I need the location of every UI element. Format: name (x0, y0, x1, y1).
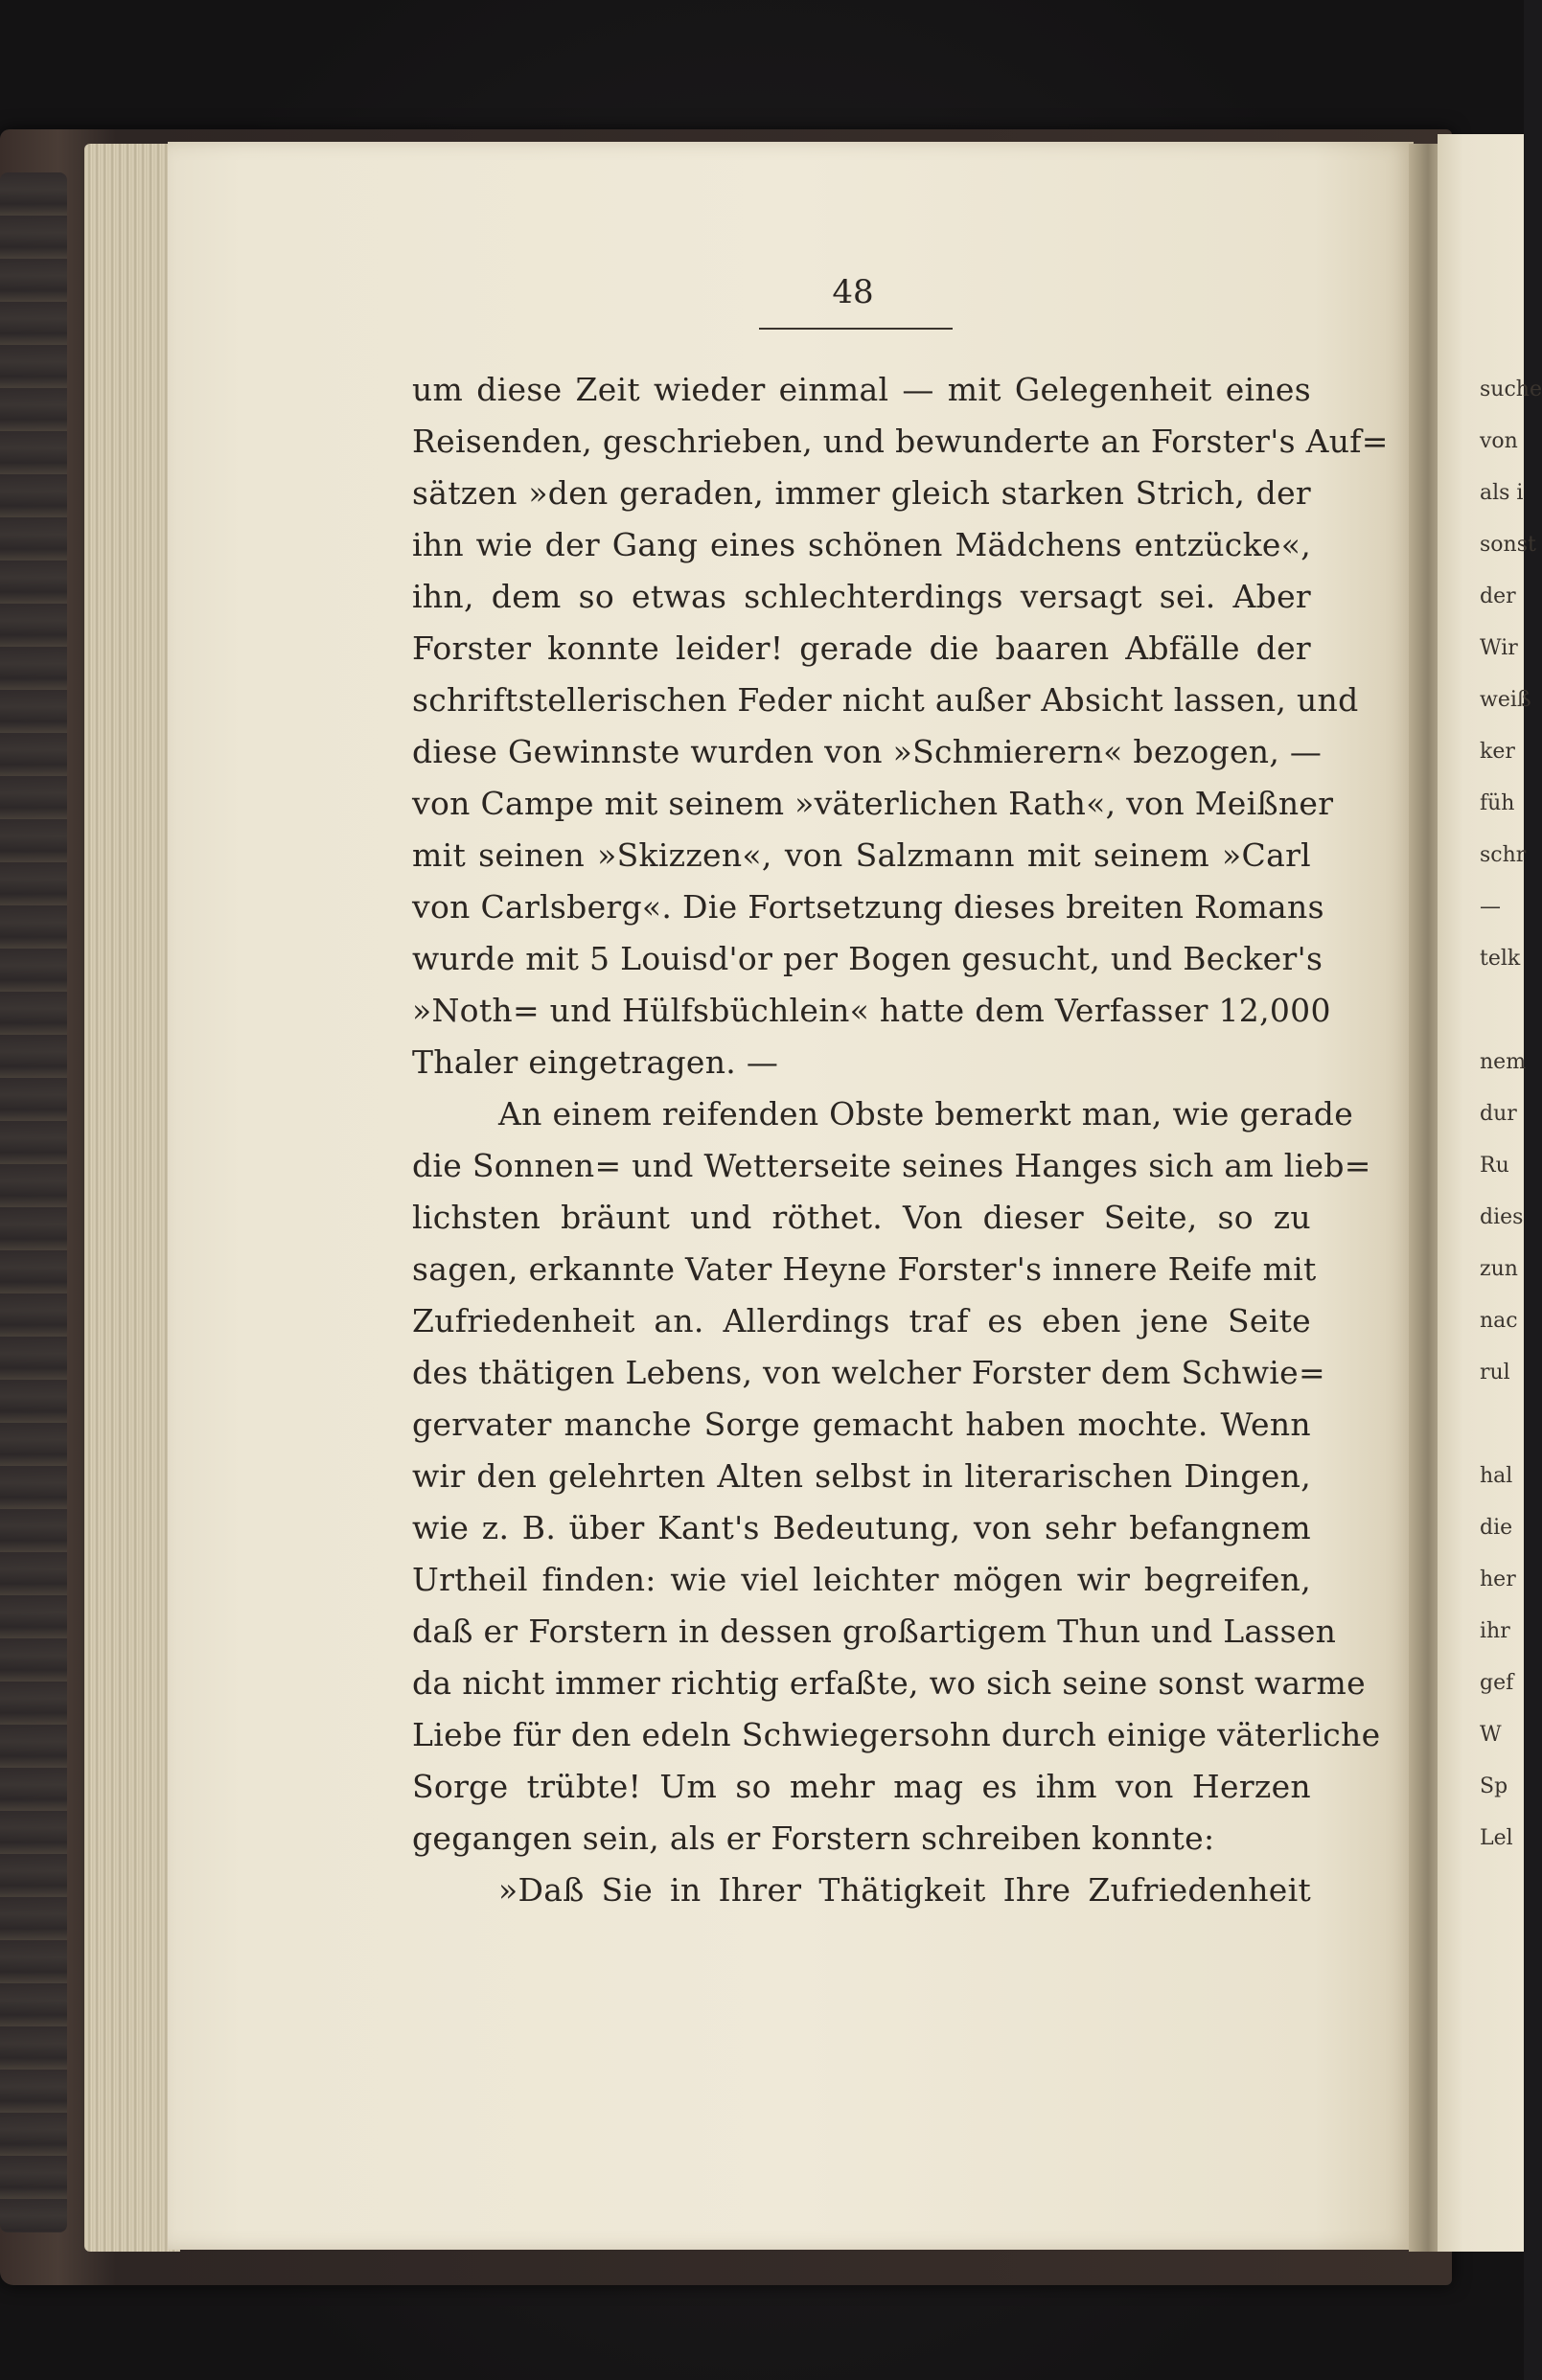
text-fragment: Sp (1480, 1774, 1508, 1798)
text-line: »Daß Sie in Ihrer Thätigkeit Ihre Zufriedenheit (498, 1871, 1311, 1909)
text-line: Sorge trübte! Um so mehr mag es ihm von Herzen (412, 1768, 1311, 1805)
text-line: des thätigen Lebens, von welcher Forster dem Schwie= (412, 1354, 1325, 1391)
text-line: sagen, erkannte Vater Heyne Forster's innere Reife mit (412, 1250, 1317, 1288)
text-line: ihn, dem so etwas schlechterdings versagt sei. Aber (412, 578, 1311, 615)
text-fragment: Ru (1480, 1154, 1509, 1178)
text-fragment: dur (1480, 1102, 1517, 1126)
text-fragment: ihr (1480, 1619, 1510, 1643)
text-fragment: gef (1480, 1671, 1514, 1695)
text-fragment: die (1480, 1516, 1513, 1540)
text-fragment: rul (1480, 1361, 1510, 1385)
page-number: 48 (832, 273, 874, 311)
text-line: da nicht immer richtig erfaßte, wo sich seine sonst warme (412, 1664, 1366, 1702)
text-line: um diese Zeit wieder einmal — mit Gelegenheit eines (412, 371, 1311, 408)
text-line: Reisenden, geschrieben, und bewunderte an Forster's Auf= (412, 423, 1389, 460)
text-line: Thaler eingetragen. — (412, 1043, 779, 1081)
text-fragment: nem (1480, 1050, 1527, 1074)
text-line: die Sonnen= und Wetterseite seines Hanges sich am lieb= (412, 1147, 1371, 1184)
text-fragment: der (1480, 584, 1516, 608)
text-fragment: dies (1480, 1205, 1524, 1229)
text-fragment (1480, 1399, 1524, 1451)
text-line: »Noth= und Hülfsbüchlein« hatte dem Verfasser 12,000 (412, 992, 1331, 1029)
text-fragment: weiß (1480, 688, 1531, 712)
text-line: schriftstellerischen Feder nicht außer Absicht lassen, und (412, 681, 1359, 719)
text-fragment (1480, 985, 1524, 1037)
text-line: Zufriedenheit an. Allerdings traf es eben jene Seite (412, 1302, 1311, 1339)
text-fragment: suche (1480, 378, 1542, 401)
text-line: Urtheil finden: wie viel leichter mögen wir begreifen, (412, 1561, 1311, 1598)
book-spine (0, 172, 67, 2232)
text-line: wurde mit 5 Louisd'or per Bogen gesucht, und Becker's (412, 940, 1323, 977)
body-text (412, 364, 1389, 1916)
text-fragment: her (1480, 1568, 1516, 1591)
text-line: gervater manche Sorge gemacht haben mochte. Wenn (412, 1406, 1311, 1443)
text-fragment: sonst (1480, 533, 1536, 557)
text-fragment: schr (1480, 843, 1527, 867)
text-line: diese Gewinnste wurden von »Schmierern« bezogen, — (412, 733, 1323, 770)
text-line: Forster konnte leider! gerade die baaren Abfälle der (412, 629, 1311, 667)
text-line: sätzen »den geraden, immer gleich starken Strich, der (412, 474, 1311, 512)
text-line: von Campe mit seinem »väterlichen Rath«, von Meißner (412, 785, 1334, 822)
text-fragment: Wir (1480, 636, 1518, 660)
text-line: mit seinen »Skizzen«, von Salzmann mit seinem »Carl (412, 836, 1311, 874)
text-fragment: nac (1480, 1309, 1518, 1333)
text-line: wir den gelehrten Alten selbst in literarischen Dingen, (412, 1457, 1311, 1495)
text-line: wie z. B. über Kant's Bedeutung, von sehr befangnem (412, 1509, 1311, 1546)
header-rule (759, 328, 953, 330)
next-page-text-fragments (1480, 364, 1542, 1865)
text-fragment: von (1480, 429, 1518, 453)
text-line: lichsten bräunt und röthet. Von dieser Seite, so zu (412, 1199, 1311, 1236)
text-line: gegangen sein, als er Forstern schreiben konnte: (412, 1819, 1215, 1857)
text-fragment: als i (1480, 481, 1524, 505)
text-fragment: hal (1480, 1464, 1513, 1488)
text-line: daß er Forstern in dessen großartigem Thun und Lassen (412, 1613, 1337, 1650)
text-fragment: Lel (1480, 1826, 1513, 1850)
text-fragment: telk (1480, 947, 1521, 971)
page-edges (84, 144, 180, 2252)
text-line: Liebe für den edeln Schwiegersohn durch einige väterliche (412, 1716, 1381, 1753)
text-line: ihn wie der Gang eines schönen Mädchens entzücke«, (412, 526, 1311, 563)
text-fragment: W (1480, 1723, 1502, 1747)
text-line: von Carlsberg«. Die Fortsetzung dieses breiten Romans (412, 888, 1324, 926)
text-line: An einem reifenden Obste bemerkt man, wie gerade (498, 1095, 1354, 1133)
text-fragment: zun (1480, 1257, 1518, 1281)
text-fragment: ker (1480, 740, 1515, 764)
text-fragment: — (1480, 895, 1501, 919)
text-fragment: füh (1480, 791, 1515, 815)
